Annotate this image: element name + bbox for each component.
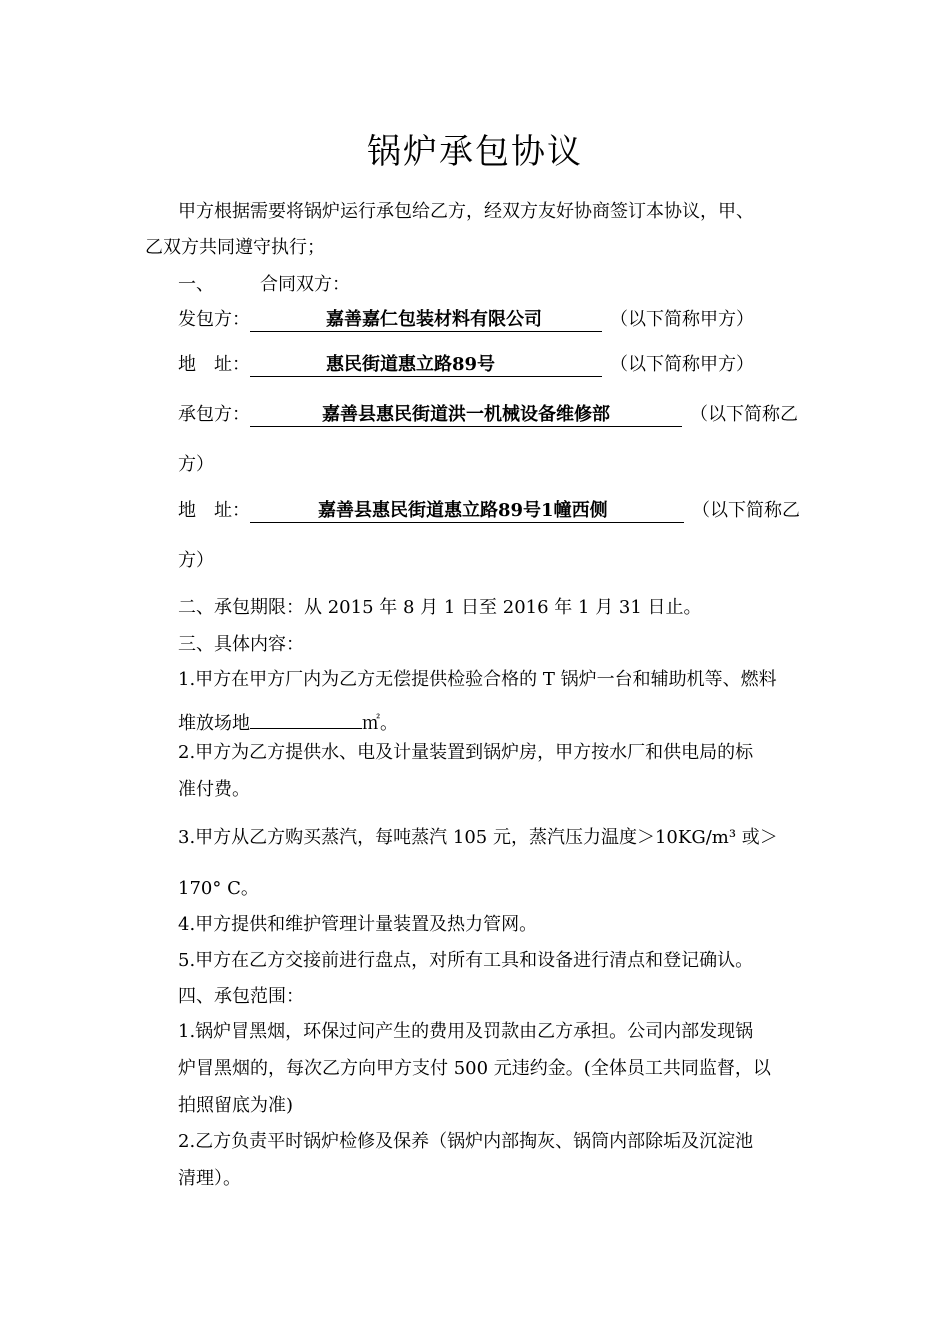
section4-item1-line3: 拍照留底为准) bbox=[178, 1095, 294, 1116]
contractor-name-blank bbox=[250, 404, 682, 427]
section3-item4: 4.甲方提供和维护管理计量装置及热力管网。 bbox=[178, 914, 538, 935]
issuer-name-blank bbox=[250, 309, 602, 332]
contractor-suffix: （以下简称乙 bbox=[690, 404, 798, 425]
storage-area-unit: ㎡。 bbox=[362, 713, 398, 734]
section4-heading: 四、承包范围： bbox=[178, 986, 304, 1007]
intro-line-2: 乙双方共同遵守执行； bbox=[145, 237, 325, 258]
contractor-suffix-continued: 方） bbox=[178, 454, 214, 475]
issuer-address-row bbox=[178, 353, 754, 377]
contractor-address-suffix: （以下简称乙 bbox=[692, 500, 800, 521]
section4-item2-line2: 清理）。 bbox=[178, 1168, 241, 1189]
section2-term: 二、承包期限：从 2015 年 8 月 1 日至 2016 年 1 月 31 日止。 bbox=[178, 597, 702, 618]
section3-item2-line2: 准付费。 bbox=[178, 779, 250, 800]
document-title: 锅炉承包协议 bbox=[367, 132, 583, 172]
section3-item1-line2 bbox=[178, 706, 398, 736]
storage-area-label: 堆放场地 bbox=[178, 713, 250, 734]
contractor-address-suffix-continued: 方） bbox=[178, 550, 214, 571]
section3-item3-line2: 170° C。 bbox=[178, 878, 259, 899]
section3-item5: 5.甲方在乙方交接前进行盘点，对所有工具和设备进行清点和登记确认。 bbox=[178, 950, 754, 971]
contractor-name-value: 嘉善县惠民街道洪一机械设备维修部 bbox=[322, 404, 610, 425]
storage-area-blank bbox=[250, 706, 362, 729]
section3-heading: 三、具体内容： bbox=[178, 634, 304, 655]
contractor-address-label: 地 址： bbox=[178, 500, 250, 521]
issuer-row bbox=[178, 308, 754, 332]
section3-item1-line1: 1.甲方在甲方厂内为乙方无偿提供检验合格的 T 锅炉一台和辅助机等、燃料 bbox=[178, 669, 777, 690]
section3-item3-line1: 3.甲方从乙方购买蒸汽，每吨蒸汽 105 元，蒸汽压力温度＞10KG/m³ 或＞ bbox=[178, 827, 778, 848]
contractor-label: 承包方： bbox=[178, 404, 250, 425]
issuer-address-value: 惠民街道惠立路89号 bbox=[326, 354, 496, 375]
intro-line-1: 甲方根据需要将锅炉运行承包给乙方，经双方友好协商签订本协议，甲、 bbox=[178, 201, 754, 222]
contractor-row bbox=[178, 403, 798, 427]
contractor-address-row bbox=[178, 499, 800, 523]
issuer-suffix: （以下简称甲方） bbox=[610, 309, 754, 330]
section1-heading bbox=[178, 273, 350, 297]
issuer-address-label: 地 址： bbox=[178, 354, 250, 375]
contractor-address-value: 嘉善县惠民街道惠立路89号1幢西侧 bbox=[318, 500, 608, 521]
section1-heading-text: 合同双方： bbox=[260, 274, 350, 295]
section4-item1-line1: 1.锅炉冒黑烟，环保过问产生的费用及罚款由乙方承担。公司内部发现锅 bbox=[178, 1021, 754, 1042]
section4-item1-line2: 炉冒黑烟的，每次乙方向甲方支付 500 元违约金。(全体员工共同监督，以 bbox=[178, 1058, 771, 1079]
section3-item2-line1: 2.甲方为乙方提供水、电及计量装置到锅炉房，甲方按水厂和供电局的标 bbox=[178, 742, 754, 763]
section4-item2-line1: 2.乙方负责平时锅炉检修及保养（锅炉内部掏灰、锅筒内部除垢及沉淀池 bbox=[178, 1131, 754, 1152]
issuer-address-suffix: （以下简称甲方） bbox=[610, 354, 754, 375]
section1-heading-number: 一、 bbox=[178, 274, 214, 295]
issuer-label: 发包方： bbox=[178, 309, 250, 330]
contractor-address-blank bbox=[250, 500, 684, 523]
issuer-name-value: 嘉善嘉仁包装材料有限公司 bbox=[326, 309, 542, 330]
issuer-address-blank bbox=[250, 354, 602, 377]
